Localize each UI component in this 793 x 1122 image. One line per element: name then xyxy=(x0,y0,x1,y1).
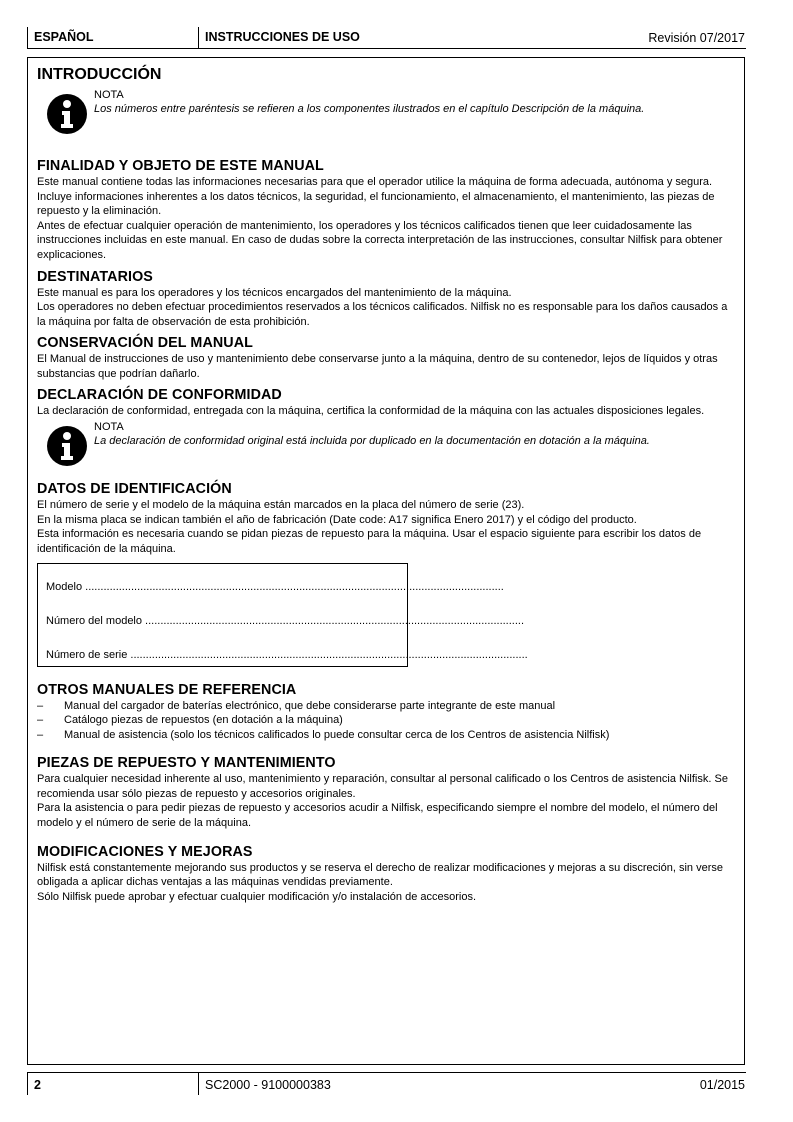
list-item: – Catálogo piezas de repuestos (en dotación a la máquina) xyxy=(37,713,737,728)
header-doc-title: INSTRUCCIONES DE USO xyxy=(205,30,360,44)
footer-model: SC2000 - 9100000383 xyxy=(205,1078,331,1092)
page-footer xyxy=(27,1072,746,1095)
section-declaracion xyxy=(37,387,737,467)
section-piezas xyxy=(37,755,737,830)
finalidad-paragraph-2: Antes de efectuar cualquier operación de mantenimiento, los operadores y los técnicos calificados tienen que leer cuidadosamente las instrucciones incluidas en este manual. En caso de dudas sobre la correcta interpretación de las instrucciones, consultar Nilfisk para obtener explicaciones. xyxy=(37,219,723,261)
reference-manuals-list xyxy=(37,699,737,743)
section-finalidad xyxy=(37,158,737,263)
destinatarios-paragraph-2: Los operadores no deben efectuar procedimientos reservados a los técnicos calificados. Nilfisk no es responsable para los daños causados a la máquina por falta de observación de esta prohibición. xyxy=(37,301,728,328)
section-modificaciones xyxy=(37,844,737,905)
declaracion-note xyxy=(37,420,737,466)
datos-title: DATOS DE IDENTIFICACIÓN xyxy=(37,481,232,498)
datos-paragraph-1: El número de serie y el modelo de la máquina están marcados en la placa del número de serie (23). xyxy=(37,499,525,512)
note-label: NOTA xyxy=(94,421,124,434)
modificaciones-title: MODIFICACIONES Y MEJORAS xyxy=(37,843,253,860)
intro-title: INTRODUCCIÓN xyxy=(37,66,162,83)
header-language: ESPAÑOL xyxy=(34,30,94,44)
conservacion-paragraph-1: El Manual de instrucciones de uso y mantenimiento debe conservarse junto a la máquina, dentro de su contenedor, lejos de líquidos y otras substancias que podrían dañarlo. xyxy=(37,353,718,380)
modificaciones-paragraph-2: Sólo Nilfisk puede aprobar y efectuar cualquier modificación y/o instalación de accesorios. xyxy=(37,890,477,903)
declaracion-title: DECLARACIÓN DE CONFORMIDAD xyxy=(37,386,282,403)
field-serial-number-label: Número de serie xyxy=(46,648,128,661)
finalidad-paragraph-1: Este manual contiene todas las informaciones necesarias para que el operador utilice la máquina de forma adecuada, autónoma y segura. Incluye informaciones inherentes a los datos técnicos, la seguridad, el funcionamiento, el almacenamiento, el mantenimiento, las piezas de repuesto y la eliminación. xyxy=(37,176,715,218)
section-otros xyxy=(37,682,737,743)
footer-date: 01/2015 xyxy=(699,1078,745,1092)
header-divider xyxy=(198,27,199,48)
note-text: La declaración de conformidad original está incluida por duplicado en la documentación en dotación a la máquina. xyxy=(94,435,650,448)
datos-paragraph-3: Esta información es necesaria cuando se pidan piezas de repuesto para la máquina. Usar el espacio siguiente para escribir los datos de identificación de la máquina. xyxy=(37,528,702,555)
note-text: Los números entre paréntesis se refieren a los componentes ilustrados en el capítulo Descripción de la máquina. xyxy=(94,103,645,115)
info-icon xyxy=(46,425,88,467)
destinatarios-paragraph-1: Este manual es para los operadores y los técnicos encargados del mantenimiento de la máquina. xyxy=(37,286,512,299)
piezas-title: PIEZAS DE REPUESTO Y MANTENIMIENTO xyxy=(37,755,336,772)
page-content xyxy=(37,65,737,904)
finalidad-title: FINALIDAD Y OBJETO DE ESTE MANUAL xyxy=(37,158,324,174)
otros-title: OTROS MANUALES DE REFERENCIA xyxy=(37,681,297,698)
header-revision: Revisión 07/2017 xyxy=(648,31,745,45)
section-destinatarios xyxy=(37,269,737,330)
identification-box xyxy=(37,563,528,667)
field-model-label: Modelo xyxy=(46,580,83,593)
page-header xyxy=(27,27,746,49)
destinatarios-title: DESTINATARIOS xyxy=(37,268,153,285)
modificaciones-paragraph-1: Nilfisk está constantemente mejorando sus productos y se reserva el derecho de realizar modificaciones y mejoras a su discreción, sin verse obligada a aplicar dichas ventajas a las máquinas vendidas previamente. xyxy=(37,861,723,889)
note-label: NOTA xyxy=(94,89,124,101)
conservacion-title: CONSERVACIÓN DEL MANUAL xyxy=(37,335,253,352)
field-model-number[interactable]: Número del modelo ............................................................................................................................ xyxy=(46,614,525,627)
list-item: – Manual de asistencia (solo los técnicos calificados lo puede consultar cerca de los Centros de asistencia Nilfisk) xyxy=(37,728,737,743)
info-icon xyxy=(46,93,88,135)
piezas-paragraph-2: Para la asistencia o para pedir piezas de repuesto y accesorios acudir a Nilfisk, especificando siempre el nombre del modelo, el número del modelo y el número de serie de la máquina. xyxy=(37,802,718,830)
list-item: – Manual del cargador de baterías electrónico, que debe considerarse parte integrante de este manual xyxy=(37,699,737,714)
footer-page-number: 2 xyxy=(34,1078,41,1092)
datos-paragraph-2: En la misma placa se indican también el año de fabricación (Date code: A17 significa Enero 2017) y el código del producto. xyxy=(37,513,637,526)
field-model-number-label: Número del modelo xyxy=(46,614,142,627)
piezas-paragraph-1: Para cualquier necesidad inherente al uso, mantenimiento y reparación, consultar al personal calificado o los Centros de asistencia Nilfisk. Se recomienda usar sólo piezas de repuesto y accesorios originales. xyxy=(37,773,728,800)
footer-divider xyxy=(198,1073,199,1095)
field-serial-number[interactable]: Número de serie .................................................................................................................................. xyxy=(46,648,528,661)
content-frame xyxy=(27,57,745,1065)
field-model[interactable]: Modelo ......................................................................................................................................... xyxy=(46,580,504,593)
declaracion-paragraph-1: La declaración de conformidad, entregada con la máquina, certifica la conformidad de la máquina con las actuales disposiciones legales. xyxy=(37,404,705,417)
section-datos xyxy=(37,481,737,666)
intro-note xyxy=(37,88,737,134)
section-conservacion xyxy=(37,335,737,381)
